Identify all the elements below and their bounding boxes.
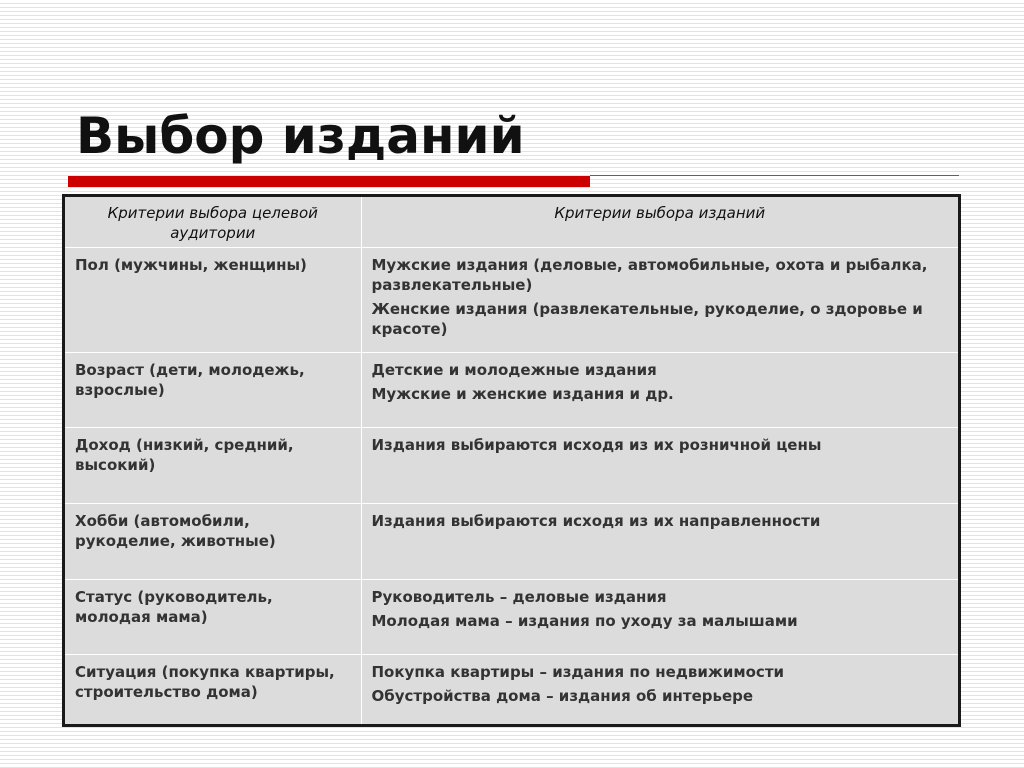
publication-line: Покупка квартиры – издания по недвижимости [371,663,785,681]
header-audience-criteria: Критерии выбора целевой аудитории [65,197,361,248]
publication-line: Детские и молодежные издания [371,361,657,379]
publications-cell [361,655,958,725]
publication-line: Женские издания (развлекательные, рукоделие, о здоровье и красоте) [371,300,923,338]
publications-cell [361,580,958,655]
criterion-cell: Статус (руководитель, молодая мама) [65,580,361,655]
table-row [65,428,958,504]
header-publication-criteria: Критерии выбора изданий [361,197,958,248]
table-row [65,353,958,428]
publications-cell [361,428,958,504]
publications-cell [361,504,958,580]
table-header-row [65,197,958,248]
criterion-cell: Хобби (автомобили, рукоделие, животные) [65,504,361,580]
publication-line: Обустройства дома – издания об интерьере [371,687,754,705]
criteria-table [65,197,958,724]
publication-line: Мужские издания (деловые, автомобильные, охота и рыбалка, развлекательные) [371,256,928,294]
table-row [65,580,958,655]
criteria-table-frame [62,194,961,727]
criterion-cell: Возраст (дети, молодежь, взрослые) [65,353,361,428]
criterion-cell: Доход (низкий, средний, высокий) [65,428,361,504]
publication-line: Издания выбираются исходя из их направленности [371,512,821,530]
publication-line: Мужские и женские издания и др. [371,385,674,403]
criterion-cell: Ситуация (покупка квартиры, строительство дома) [65,655,361,725]
page-title: Выбор изданий [76,107,525,165]
title-underline-red [68,176,590,187]
table-row [65,248,958,353]
criterion-cell: Пол (мужчины, женщины) [65,248,361,353]
publication-line: Издания выбираются исходя из их розничной цены [371,436,822,454]
publications-cell [361,353,958,428]
publications-cell [361,248,958,353]
publication-line: Молодая мама – издания по уходу за малышами [371,612,798,630]
table-row [65,655,958,725]
title-underline-thin [590,175,959,176]
table-row [65,504,958,580]
publication-line: Руководитель – деловые издания [371,588,667,606]
